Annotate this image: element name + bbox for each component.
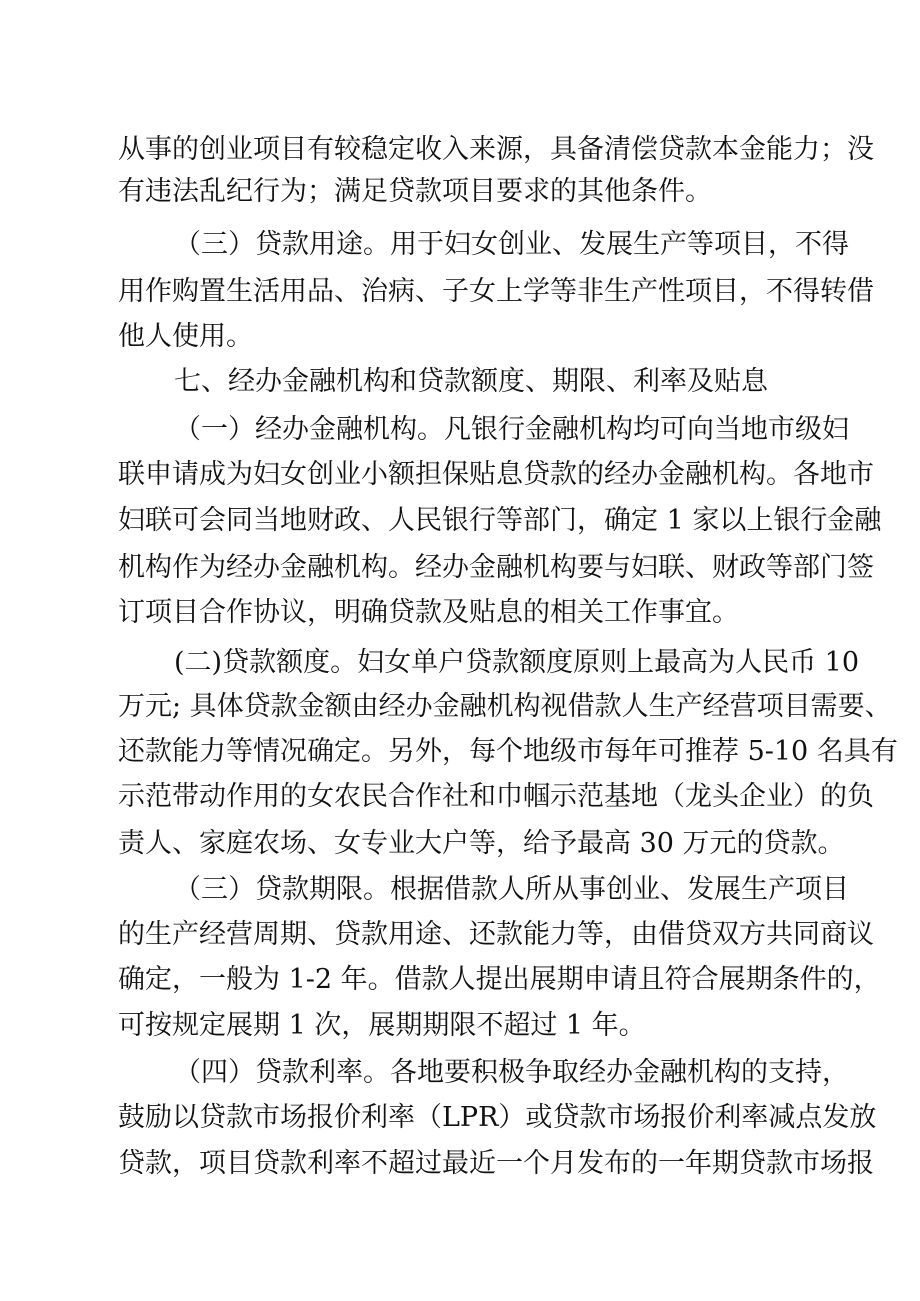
paragraph-line: （四）贷款利率。各地要积极争取经办金融机构的支持， [174, 1057, 849, 1088]
paragraph-line: 从事的创业项目有较稳定收入来源，具备清偿贷款本金能力；没 [118, 134, 874, 165]
paragraph-line: （三）贷款期限。根据借款人所从事创业、发展生产项目 [174, 874, 849, 905]
paragraph-line: 贷款，项目贷款利率不超过最近一个月发布的一年期贷款市场报 [118, 1148, 874, 1179]
paragraph-line: 可按规定展期 1 次，展期期限不超过 1 年。 [118, 1010, 646, 1041]
paragraph-line: 万元; 具体贷款金额由经办金融机构视借款人生产经营项目需要、 [118, 691, 892, 722]
paragraph-line: 用作购置生活用品、治病、子女上学等非生产性项目，不得转借 [118, 276, 874, 307]
paragraph-line: 责人、家庭农场、女专业大户等，给予最高 30 万元的贷款。 [118, 828, 845, 859]
paragraph-line: （三）贷款用途。用于妇女创业、发展生产等项目，不得 [174, 229, 849, 260]
paragraph-line: 机构作为经办金融机构。经办金融机构要与妇联、财政等部门签 [118, 552, 874, 583]
paragraph-line: （一）经办金融机构。凡银行金融机构均可向当地市级妇 [174, 414, 849, 445]
paragraph-line: 确定，一般为 1-2 年。借款人提出展期申请且符合展期条件的， [118, 964, 881, 995]
paragraph-line: 他人使用。 [118, 321, 253, 352]
paragraph-line: 妇联可会同当地财政、人民银行等部门，确定 1 家以上银行金融 [118, 505, 882, 536]
paragraph-line: 还款能力等情况确定。另外，每个地级市每年可推荐 5-10 名具有 [118, 736, 898, 767]
paragraph-line: 订项目合作协议，明确贷款及贴息的相关工作事宜。 [118, 597, 739, 628]
paragraph-line: 联申请成为妇女创业小额担保贴息贷款的经办金融机构。各地市 [118, 459, 874, 490]
paragraph-line: 鼓励以贷款市场报价利率（LPR）或贷款市场报价利率减点发放 [118, 1102, 877, 1133]
paragraph-line: (二)贷款额度。妇女单户贷款额度原则上最高为人民币 10 [174, 647, 860, 678]
paragraph-line: 的生产经营周期、贷款用途、还款能力等，由借贷双方共同商议 [118, 919, 874, 950]
section-heading: 七、经办金融机构和贷款额度、期限、利率及贴息 [174, 366, 768, 397]
paragraph-line: 示范带动作用的女农民合作社和巾帼示范基地（龙头企业）的负 [118, 781, 874, 812]
paragraph-line: 有违法乱纪行为；满足贷款项目要求的其他条件。 [118, 176, 712, 207]
